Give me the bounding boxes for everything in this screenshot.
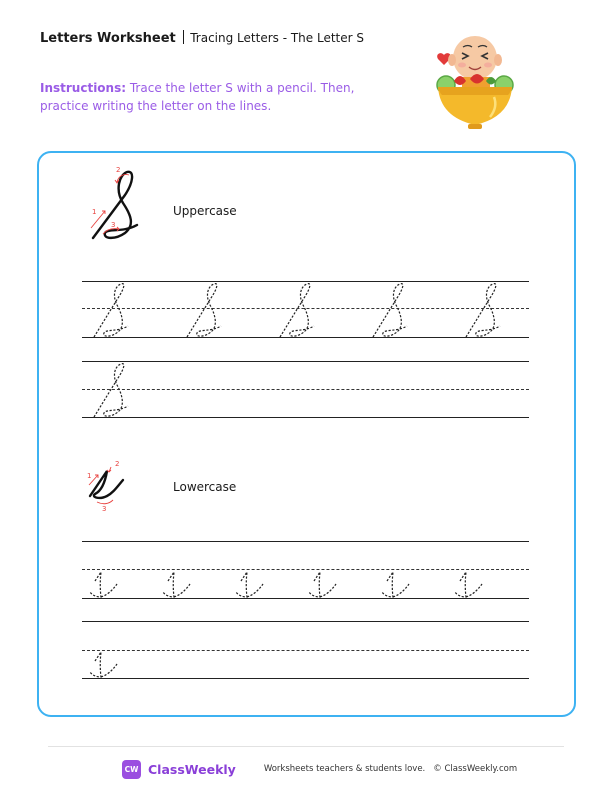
- traced-lowercase-s[interactable]: [306, 569, 342, 599]
- stroke-number-2: 2: [116, 166, 121, 174]
- midline: [82, 389, 529, 390]
- worksheet-subtitle: Tracing Letters - The Letter S: [190, 31, 364, 45]
- footer-divider: [48, 746, 564, 747]
- stroke-number-1: 1: [92, 208, 97, 216]
- traced-lowercase-s[interactable]: [87, 569, 123, 599]
- mascot-illustration: [424, 25, 524, 135]
- traced-lowercase-s[interactable]: [379, 569, 415, 599]
- brand-name: ClassWeekly: [148, 761, 236, 777]
- instructions-label: Instructions:: [40, 81, 127, 95]
- footer-tagline: Worksheets teachers & students love.: [263, 764, 426, 774]
- traced-lowercase-s[interactable]: [233, 569, 269, 599]
- stroke-number-3: 3: [102, 505, 107, 513]
- stroke-number-2: 2: [115, 460, 120, 468]
- worksheet-title: Letters Worksheet: [40, 31, 176, 46]
- footer: [122, 759, 517, 779]
- top-line: [82, 621, 529, 622]
- monk-salad-icon: [424, 25, 524, 135]
- midline: [82, 650, 529, 651]
- uppercase-tracing-row-1[interactable]: [82, 281, 529, 338]
- stroke-number-1: 1: [87, 472, 92, 480]
- lowercase-stroke-guide: [85, 458, 135, 522]
- top-line: [82, 361, 529, 362]
- title-separator: [183, 30, 185, 44]
- traced-uppercase-s[interactable]: [369, 281, 419, 339]
- logo-text: CW: [124, 764, 139, 774]
- lowercase-label: Lowercase: [173, 480, 237, 494]
- traced-lowercase-s[interactable]: [452, 569, 488, 599]
- page-title: [40, 30, 364, 46]
- uppercase-tracing-row-2[interactable]: [82, 361, 529, 418]
- traced-uppercase-s[interactable]: [183, 281, 233, 339]
- uppercase-label: Uppercase: [173, 204, 237, 218]
- traced-lowercase-s[interactable]: [87, 649, 123, 679]
- instructions: [40, 79, 400, 115]
- traced-uppercase-s[interactable]: [276, 281, 326, 339]
- traced-uppercase-s[interactable]: [90, 281, 140, 339]
- traced-lowercase-s[interactable]: [160, 569, 196, 599]
- lowercase-s-stroke-order-icon: [85, 458, 135, 518]
- instructions-text: Trace the letter S with a pencil. Then, practice writing the letter on the lines.: [40, 81, 355, 113]
- classweekly-logo-icon: [122, 760, 141, 779]
- stroke-number-3: 3: [111, 221, 116, 229]
- top-line: [82, 541, 529, 542]
- lowercase-tracing-row-2[interactable]: [82, 621, 529, 679]
- traced-uppercase-s[interactable]: [90, 361, 140, 419]
- uppercase-stroke-guide: [85, 165, 155, 254]
- footer-copyright: © ClassWeekly.com: [433, 764, 518, 774]
- base-line: [82, 417, 529, 418]
- lowercase-tracing-row-1[interactable]: [82, 541, 529, 599]
- traced-uppercase-s[interactable]: [462, 281, 512, 339]
- base-line: [82, 678, 529, 679]
